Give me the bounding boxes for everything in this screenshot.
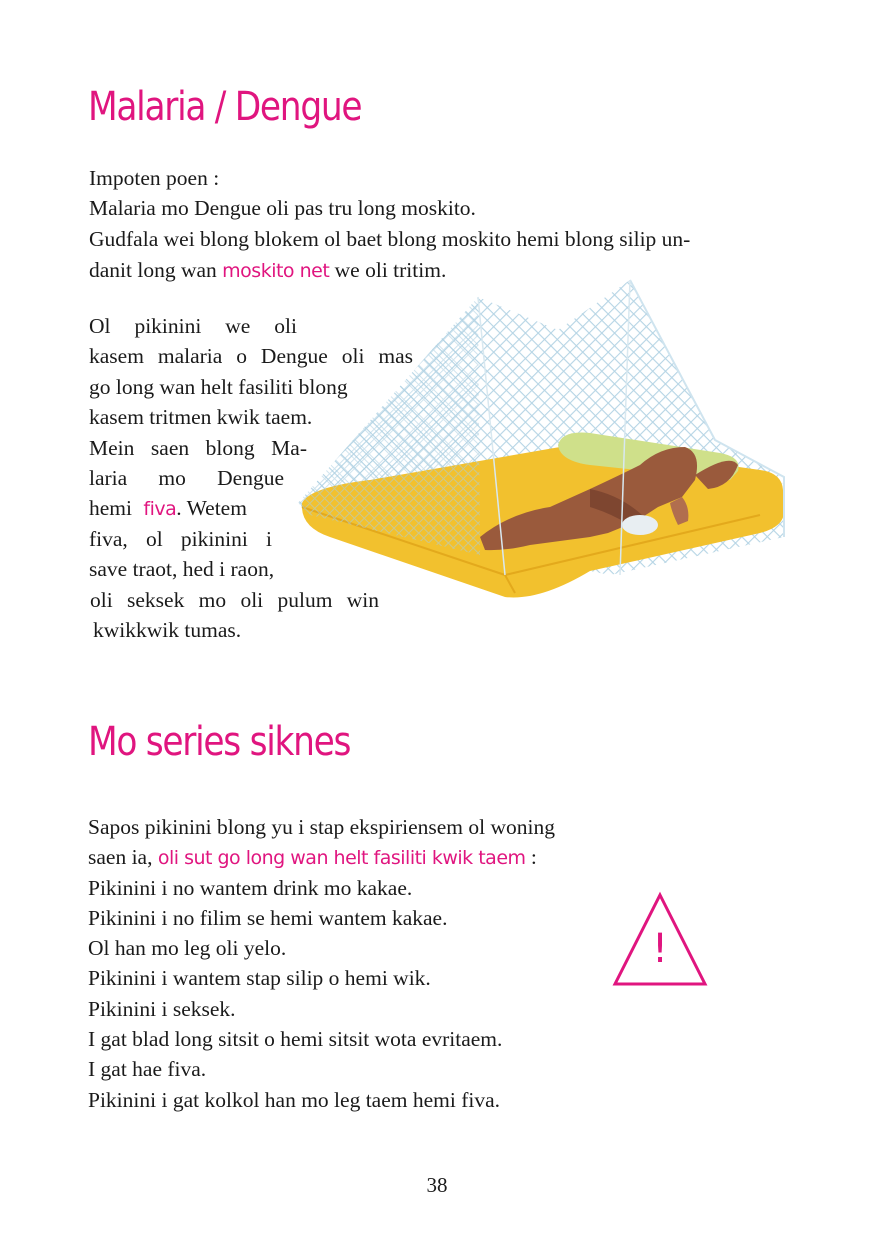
section-title-serious-illness: Mo series siknes <box>88 719 351 765</box>
word: saen <box>150 435 190 460</box>
word: we <box>225 314 251 338</box>
toy <box>622 515 658 535</box>
list-item: Pikinini i wantem stap silip o hemi wik. <box>88 966 431 991</box>
body-line <box>89 433 307 463</box>
body-line <box>89 524 272 554</box>
intro-line: Malaria mo Dengue oli pas tru long moskito. <box>89 196 476 220</box>
body-line: go long wan helt fasiliti blong <box>89 374 348 399</box>
word: laria <box>89 465 128 490</box>
word: mas <box>378 344 413 369</box>
highlight-moskito-net: moskito net <box>222 260 330 282</box>
body-line: kasem tritmen kwik taem. <box>89 405 313 430</box>
word: blong <box>205 435 255 460</box>
intro-line: Impoten poen : <box>89 166 220 190</box>
intro-text: we oli tritim. <box>334 258 447 282</box>
highlight-go-to-clinic: oli sut go long wan helt fasiliti kwik taem <box>157 847 526 870</box>
list-item: Ol han mo leg oli yelo. <box>88 936 287 961</box>
list-item: Pikinini i no filim se hemi wantem kakae. <box>88 905 448 930</box>
word: Ma- <box>271 435 307 460</box>
word: hemi <box>89 496 132 521</box>
word: win <box>346 587 379 612</box>
word: . Wetem <box>176 496 247 521</box>
word: malaria <box>157 344 223 369</box>
word: i <box>266 526 272 551</box>
intro-text: saen ia, <box>88 845 153 870</box>
body-line <box>89 463 284 493</box>
list-item: Pikinini i no wantem drink mo kakae. <box>88 875 413 900</box>
page-number: 38 <box>426 1173 448 1197</box>
body-line <box>89 311 297 341</box>
word: pikinini <box>134 314 202 338</box>
word: oli <box>240 587 264 612</box>
warning-symbol: ! <box>651 926 669 972</box>
body-line: save traot, hed i raon, <box>89 557 275 582</box>
word: Ol <box>89 314 111 338</box>
word: pikinini <box>180 526 248 551</box>
intro-line: Gudfala wei blong blokem ol baet blong moskito hemi blong silip un- <box>89 227 691 251</box>
highlight-fiva: fiva <box>143 498 177 521</box>
word: Mein <box>89 435 135 460</box>
warning-triangle-icon <box>610 890 710 990</box>
list-item: Pikinini i seksek. <box>88 996 236 1021</box>
body-line: kwikkwik tumas. <box>93 617 242 642</box>
mosquito-net-illustration <box>290 275 790 605</box>
word: mo <box>198 587 227 612</box>
word: Dengue <box>217 465 284 490</box>
word: Dengue <box>260 344 328 369</box>
intro-text: danit long wan <box>89 258 217 282</box>
word: oli <box>90 587 113 612</box>
word: oli <box>341 344 365 369</box>
intro-text: : <box>530 845 537 870</box>
list-intro <box>88 842 555 872</box>
list-item: I gat blad long sitsit o hemi sitsit wota evritaem. <box>88 1027 503 1052</box>
list-item: I gat hae fiva. <box>88 1057 207 1082</box>
word: oli <box>274 314 297 338</box>
word: ol <box>146 526 163 551</box>
word: o <box>236 344 247 369</box>
word: mo <box>158 465 186 490</box>
word: seksek <box>127 587 185 612</box>
warning-signs-list <box>88 812 555 1115</box>
section-title-malaria: Malaria / Dengue <box>88 84 362 130</box>
word: fiva, <box>89 526 128 551</box>
list-item: Pikinini i gat kolkol han mo leg taem hemi fiva. <box>88 1087 501 1112</box>
list-intro: Sapos pikinini blong yu i stap ekspiriensem ol woning <box>88 815 556 839</box>
word: kasem <box>89 344 144 369</box>
word: pulum <box>277 587 333 612</box>
